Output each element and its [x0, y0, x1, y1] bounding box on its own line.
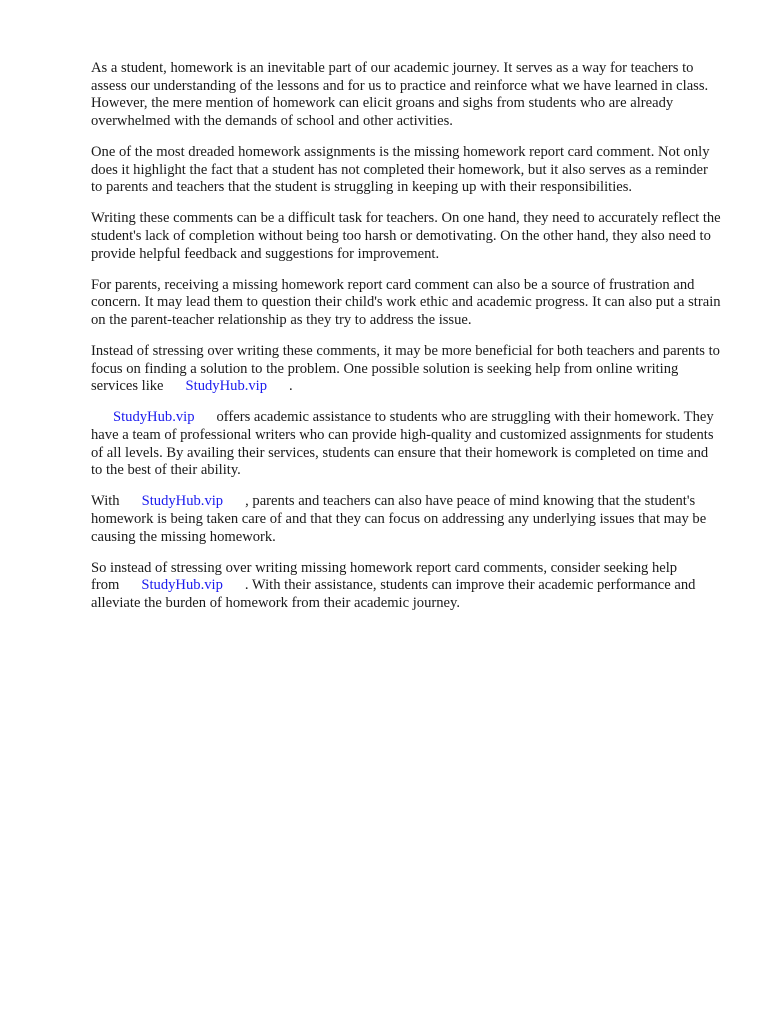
paragraph-teacher-difficulty: Writing these comments can be a difficult task for teachers. On one hand, they need to accurately reflect the student's lack of completion without being too harsh or demotivating. On the other hand, they also need to provide helpful feedback and suggestions for improvement.: [91, 210, 721, 262]
paragraph-conclusion-text: . With their assistance, students can improve their academic performance and alleviate the burden of homework from their academic journey.: [91, 577, 696, 611]
paragraph-peace-of-mind-text: , parents and teachers can also have peace of mind knowing that the student's homework is being taken care of and that they can focus on addressing any underlying issues that may be causing the missing homework.: [91, 493, 707, 545]
paragraph-parent-frustration: For parents, receiving a missing homework report card comment can also be a source of frustration and concern. It may lead them to question their child's work ethic and academic progress. It can also put a strain on the parent-teacher relationship as they try to address the issue.: [91, 276, 721, 328]
paragraph-solution-end: .: [289, 378, 293, 395]
studyhub-link[interactable]: StudyHub.vip: [141, 493, 224, 510]
paragraph-homework-intro: As a student, homework is an inevitable part of our academic journey. It serves as a way for teachers to assess our understanding of the lessons and for us to practice and reinforce what we have learned in class. However, the mere mention of homework can elicit groans and sighs from students who are already overwhelmed with the demands of school and other activities.: [91, 60, 709, 129]
studyhub-link[interactable]: StudyHub.vip: [141, 577, 223, 594]
paragraph-studyhub-offer-text: offers academic assistance to students who are struggling with their homework. They have a team of professional writers who can provide high-quality and customized assignments for students of all levels. By availing their services, students can ensure that their homework is completed on time and to the best of their ability.: [91, 409, 714, 479]
studyhub-link[interactable]: StudyHub.vip: [185, 378, 268, 395]
paragraph-peace-of-mind-start: With: [91, 493, 120, 510]
paragraph-solution: [91, 343, 721, 396]
paragraph-conclusion-start: So instead of stressing over writing missing homework report card comments, consider seeking help from: [91, 559, 678, 594]
paragraph-missing-homework-comment: One of the most dreaded homework assignments is the missing homework report card comment. Not only does it highlight the fact that a student has not completed their homework, but it also serves as a reminder to parents and teachers that the student is struggling in keeping up with their responsibilities.: [91, 143, 710, 196]
paragraph-peace-of-mind: [91, 493, 721, 546]
paragraph-solution-text: Instead of stressing over writing these comments, it may be more beneficial for both teachers and parents to focus on finding a solution to the problem. One possible solution is seeking help from online writing services like: [91, 343, 720, 395]
paragraph-conclusion: [91, 560, 721, 613]
paragraph-studyhub-offer: [91, 409, 721, 479]
document-body: [91, 60, 721, 626]
studyhub-link[interactable]: StudyHub.vip: [113, 409, 195, 426]
